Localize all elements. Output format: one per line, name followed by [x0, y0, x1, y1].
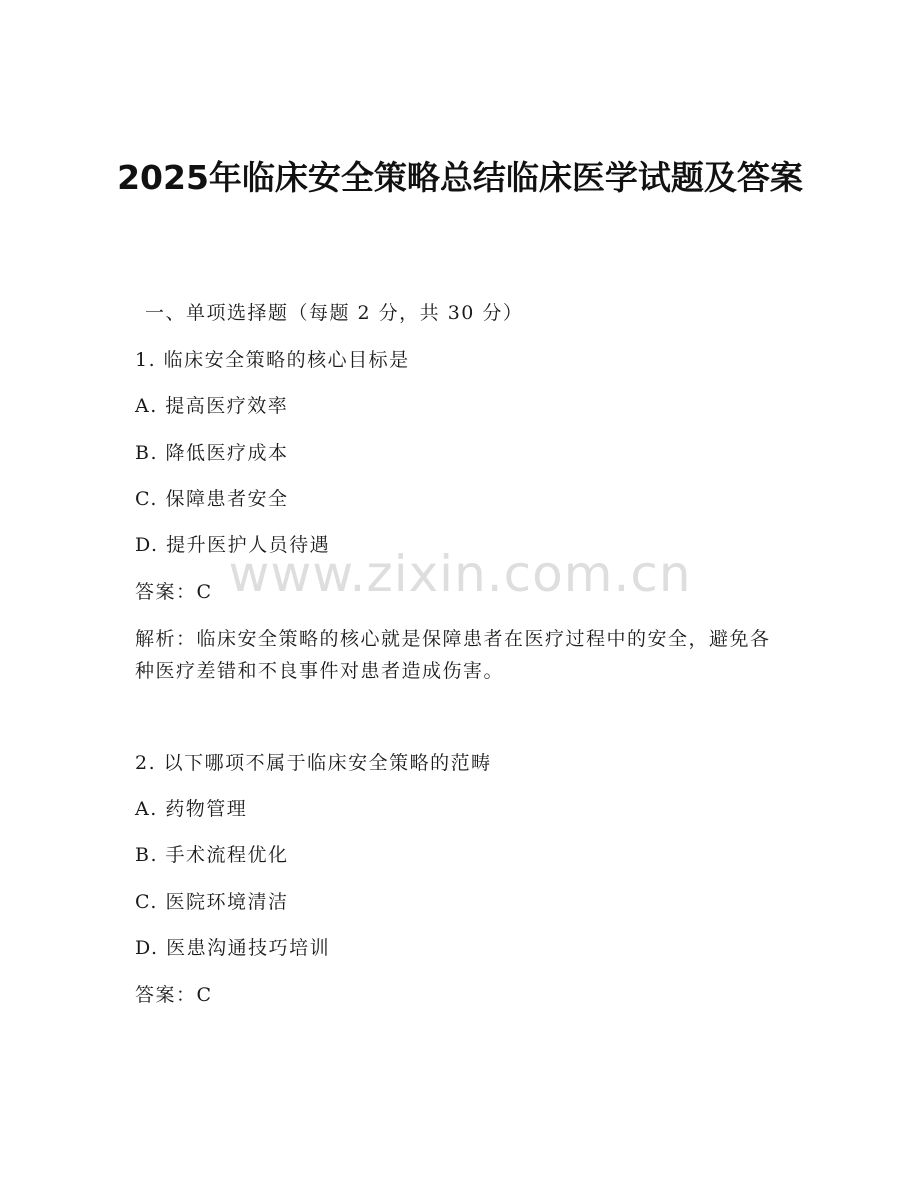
- question-1-option-a: A. 提高医疗效率: [135, 395, 289, 417]
- question-1-option-d: D. 提升医护人员待遇: [135, 534, 331, 556]
- watermark: www.zixin.com.cn: [228, 545, 692, 603]
- question-2-option-d: D. 医患沟通技巧培训: [135, 937, 331, 959]
- question-2-stem: 2. 以下哪项不属于临床安全策略的范畴: [135, 752, 492, 774]
- question-2-option-b: B. 手术流程优化: [135, 844, 289, 866]
- question-2-option-a: A. 药物管理: [135, 798, 248, 820]
- document-title: 2025年临床安全策略总结临床医学试题及答案: [117, 158, 803, 197]
- question-1-option-b: B. 降低医疗成本: [135, 442, 289, 464]
- question-2-option-c: C. 医院环境清洁: [135, 891, 289, 913]
- question-1-option-c: C. 保障患者安全: [135, 488, 289, 510]
- question-1-analysis: 解析：临床安全策略的核心就是保障患者在医疗过程中的安全，避免各种医疗差错和不良事件对患者造成伤害。: [135, 628, 771, 682]
- question-1-answer: 答案：C: [135, 581, 213, 603]
- question-2-answer: 答案：C: [135, 984, 213, 1006]
- section-heading: 一、单项选择题（每题 2 分，共 30 分）: [145, 302, 524, 324]
- question-1-stem: 1. 临床安全策略的核心目标是: [135, 349, 410, 371]
